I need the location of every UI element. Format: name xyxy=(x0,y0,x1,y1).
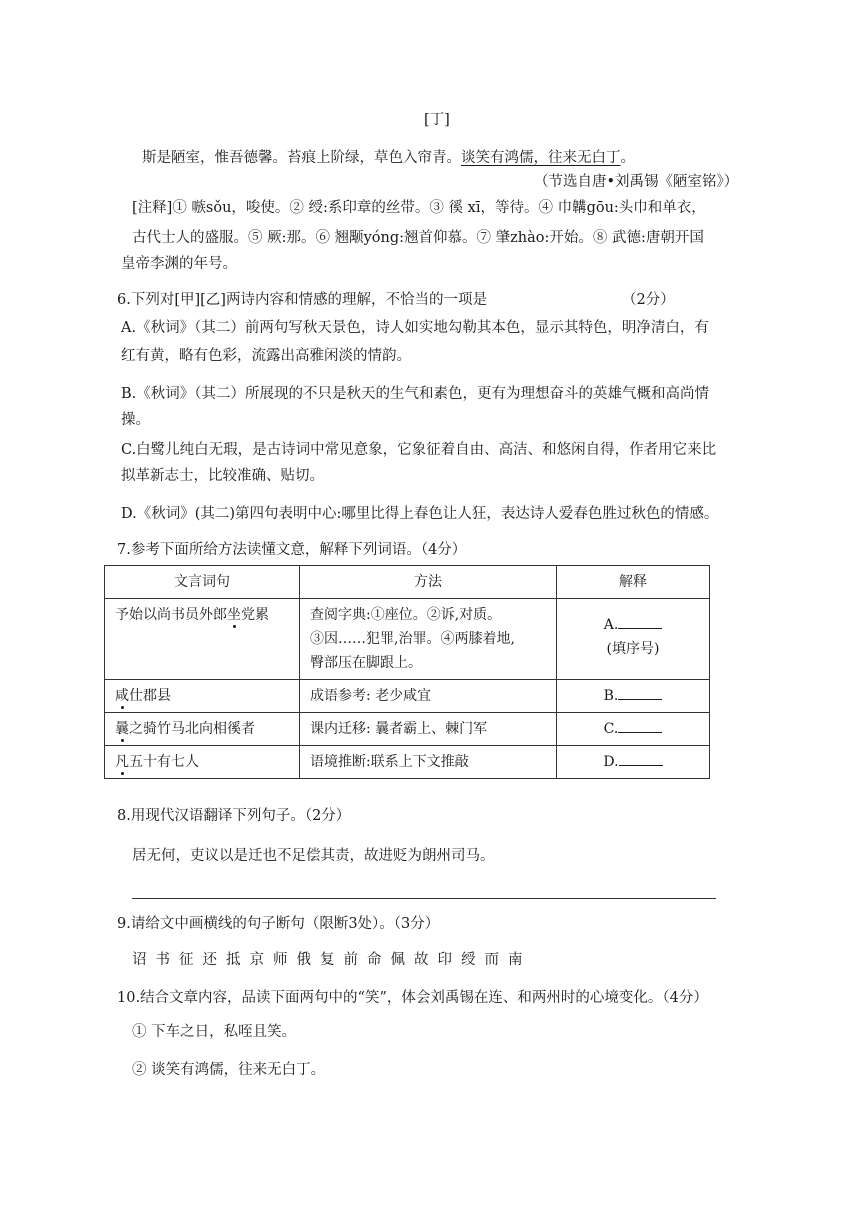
answer-cell: A. (填序号) xyxy=(557,599,710,680)
answer-blank-b[interactable] xyxy=(618,686,662,700)
table-row xyxy=(105,746,710,779)
table-header-answer: 解释 xyxy=(557,566,710,599)
passage-text-end: 。 xyxy=(620,150,635,166)
answer-cell: B. xyxy=(557,680,710,713)
dotted-character: 凡 xyxy=(115,754,129,770)
passage-text xyxy=(142,148,635,168)
phrase-cell: 咸仕郡县 xyxy=(105,680,300,713)
q6-option-a-line2: 红有黄，略有色彩，流露出高雅闲淡的情韵。 xyxy=(121,348,411,364)
dotted-character: 咸 xyxy=(115,688,129,704)
table-header-method: 方法 xyxy=(300,566,557,599)
answer-blank-a[interactable] xyxy=(618,615,662,629)
vocab-table xyxy=(104,565,710,779)
method-cell: 课内迁移: 曩者霸上、棘门军 xyxy=(300,713,557,746)
phrase-cell: 凡五十有七人 xyxy=(105,746,300,779)
passage-heading: [丁] xyxy=(424,112,450,128)
table-row xyxy=(105,599,710,680)
table-row xyxy=(105,713,710,746)
q6-option-a-line1: A.《秋词》（其二）前两句写秋天景色，诗人如实地勾勒其本色，显示其特色，明净清白，有 xyxy=(121,320,709,336)
passage-text-plain: 斯是陋室，惟吾德馨。苔痕上阶绿，草色入帘青。 xyxy=(142,150,461,166)
table-header-phrase: 文言词句 xyxy=(105,566,300,599)
q9-sentence: 诏书征还抵京师俄复前命佩故印绶而南 xyxy=(132,952,532,968)
passage-text-underlined: 谈笑有鸿儒，往来无白丁 xyxy=(461,150,621,166)
notes-line-2: 古代士人的盛服。⑤ 厥:那。⑥ 翘颙yóng:翘首仰慕。⑦ 肇zhào:开始。⑧ 武德:唐朝开国 xyxy=(132,230,704,246)
table-row xyxy=(105,680,710,713)
q6-option-d: D.《秋词》(其二)第四句表明中心:哪里比得上春色让人狂，表达诗人爱春色胜过秋色的情感。 xyxy=(121,506,719,522)
q10-stem: 10.结合文章内容，品读下面两句中的“笑”，体会刘禹锡在连、和两州时的心境变化。（4分） xyxy=(117,990,708,1006)
answer-cell: D. xyxy=(557,746,710,779)
method-cell: 语境推断:联系上下文推敲 xyxy=(300,746,557,779)
notes-line-1: [注释]① 嗾sǒu，唆使。② 绶:系印章的丝带。③ 徯 xī，等待。④ 巾韝gōu:头巾和单衣， xyxy=(132,200,706,216)
method-cell: 成语参考: 老少咸宜 xyxy=(300,680,557,713)
q6-option-b-line2: 操。 xyxy=(121,412,150,428)
notes-line-3: 皇帝李渊的年号。 xyxy=(121,256,237,272)
answer-cell: C. xyxy=(557,713,710,746)
table-header-row xyxy=(105,566,710,599)
q9-stem: 9.请给文中画横线的句子断句（限断3处）。（3分） xyxy=(117,916,440,932)
answer-line[interactable] xyxy=(132,898,716,899)
passage-source: （节选自唐•刘禹锡《陋室铭》） xyxy=(534,174,739,190)
q7-stem: 7.参考下面所给方法读懂文意，解释下列词语。（4分） xyxy=(117,542,467,558)
q6-option-b-line1: B.《秋词》（其二）所展现的不只是秋天的生气和素色，更有为理想奋斗的英雄气概和高尚情 xyxy=(121,386,710,402)
q6-points: （2分） xyxy=(622,292,675,308)
answer-blank-d[interactable] xyxy=(619,752,663,766)
q10-item-2: ② 谈笑有鸿儒，往来无白丁。 xyxy=(132,1062,326,1078)
phrase-cell: 曩之骑竹马北向相徯者 xyxy=(105,713,300,746)
method-cell: 查阅字典:①座位。②诉,对质。 ③因……犯罪,治罪。④两膝着地, 臀部压在脚跟上。 xyxy=(300,599,557,680)
q6-option-c-line1: C.白鹭儿纯白无瑕，是古诗词中常见意象，它象征着自由、高洁、和悠闲自得，作者用它来比 xyxy=(121,442,717,458)
phrase-cell: 予始以尚书员外郎坐党累 xyxy=(105,599,300,680)
dotted-character: 曩 xyxy=(115,721,129,737)
dotted-character: 坐 xyxy=(227,607,241,623)
q8-sentence: 居无何，吏议以是迁也不足偿其责，故进贬为朗州司马。 xyxy=(132,848,495,864)
q8-stem: 8.用现代汉语翻译下列句子。（2分） xyxy=(117,808,351,824)
q6-stem: 6.下列对[甲][乙]两诗内容和情感的理解，不恰当的一项是 xyxy=(117,292,487,308)
q6-option-c-line2: 拟革新志士，比较准确、贴切。 xyxy=(121,468,324,484)
q10-item-1: ① 下车之日，私咥且笑。 xyxy=(132,1024,297,1040)
answer-blank-c[interactable] xyxy=(618,719,662,733)
